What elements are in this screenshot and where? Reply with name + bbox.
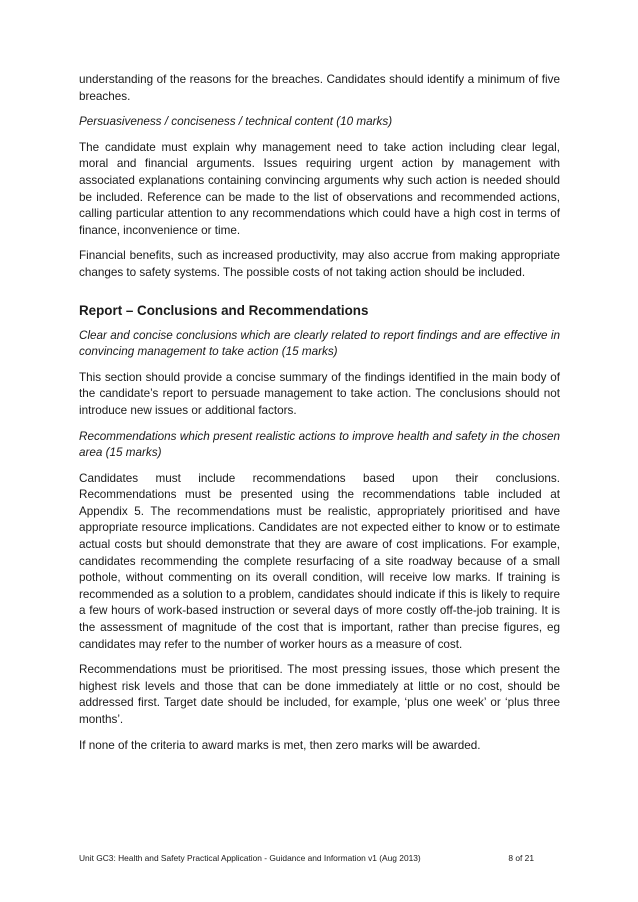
breaches-paragraph: understanding of the reasons for the breaches. Candidates should identify a minimum of five breaches. [79, 73, 560, 103]
conclusions-paragraph: This section should provide a concise summary of the findings identified in the main body of the candidate’s report to persuade management to take action. The conclusions should not introduce new issues or additional factors. [79, 370, 560, 417]
financial-benefits-paragraph: Financial benefits, such as increased productivity, may also accrue from making appropriate changes to safety systems. The possible costs of not taking action should be included. [79, 249, 560, 279]
footer-unit-title: Unit GC3: Health and Safety Practical Application - Guidance and Information v1 (Aug 2013) [79, 853, 421, 863]
persuasiveness-criteria: Persuasiveness / conciseness / technical content (10 marks) [79, 115, 393, 129]
zero-marks-paragraph: If none of the criteria to award marks is met, then zero marks will be awarded. [79, 738, 481, 752]
page-number: 8 of 21 [508, 853, 534, 863]
recommendations-paragraph: Candidates must include recommendations based upon their conclusions. Recommendations must be presented using the recommendations table included at Appendix 5. The recommendations must be realistic, appropriately prioritised and have appropriate resource implications. Candidates are not expected either to know or to estimate actual costs but should demonstrate that they are aware of cost implications. For example, candidates recommending the complete resurfacing of a site roadway because of a small pothole, without commenting on its overall condition, will receive low marks. If training is recommended as a solution to a problem, candidates should indicate if this is likely to require a few hours of work-based instruction or several days of more costly off-the-job training. It is the assessment of magnitude of the cost that is important, rather than precise figures, eg candidates may refer to the number of worker hours as a measure of cost. [79, 471, 560, 651]
recommendations-criteria: Recommendations which present realistic actions to improve health and safety in the chosen area (15 marks) [79, 429, 560, 460]
page-footer [79, 852, 560, 864]
conclusions-criteria: Clear and concise conclusions which are clearly related to report findings and are effective in convincing management to take action (15 marks) [79, 328, 560, 359]
document-page [79, 72, 560, 754]
prioritised-paragraph: Recommendations must be prioritised. The most pressing issues, those which present the highest risk levels and those that can be done immediately at little or no cost, should be addressed first. Target date should be included, for example, ‘plus one week’ or ‘plus three months’. [79, 663, 560, 726]
section-heading: Report – Conclusions and Recommendations [79, 302, 369, 318]
management-action-paragraph: The candidate must explain why management need to take action including clear legal, moral and financial arguments. Issues requiring urgent action by management with associated explanations containing convincing arguments why such action is needed should be included. Reference can be made to the list of observations and recommended actions, calling particular attention to any recommendations which could have a high cost in terms of finance, inconvenience or time. [79, 140, 560, 237]
